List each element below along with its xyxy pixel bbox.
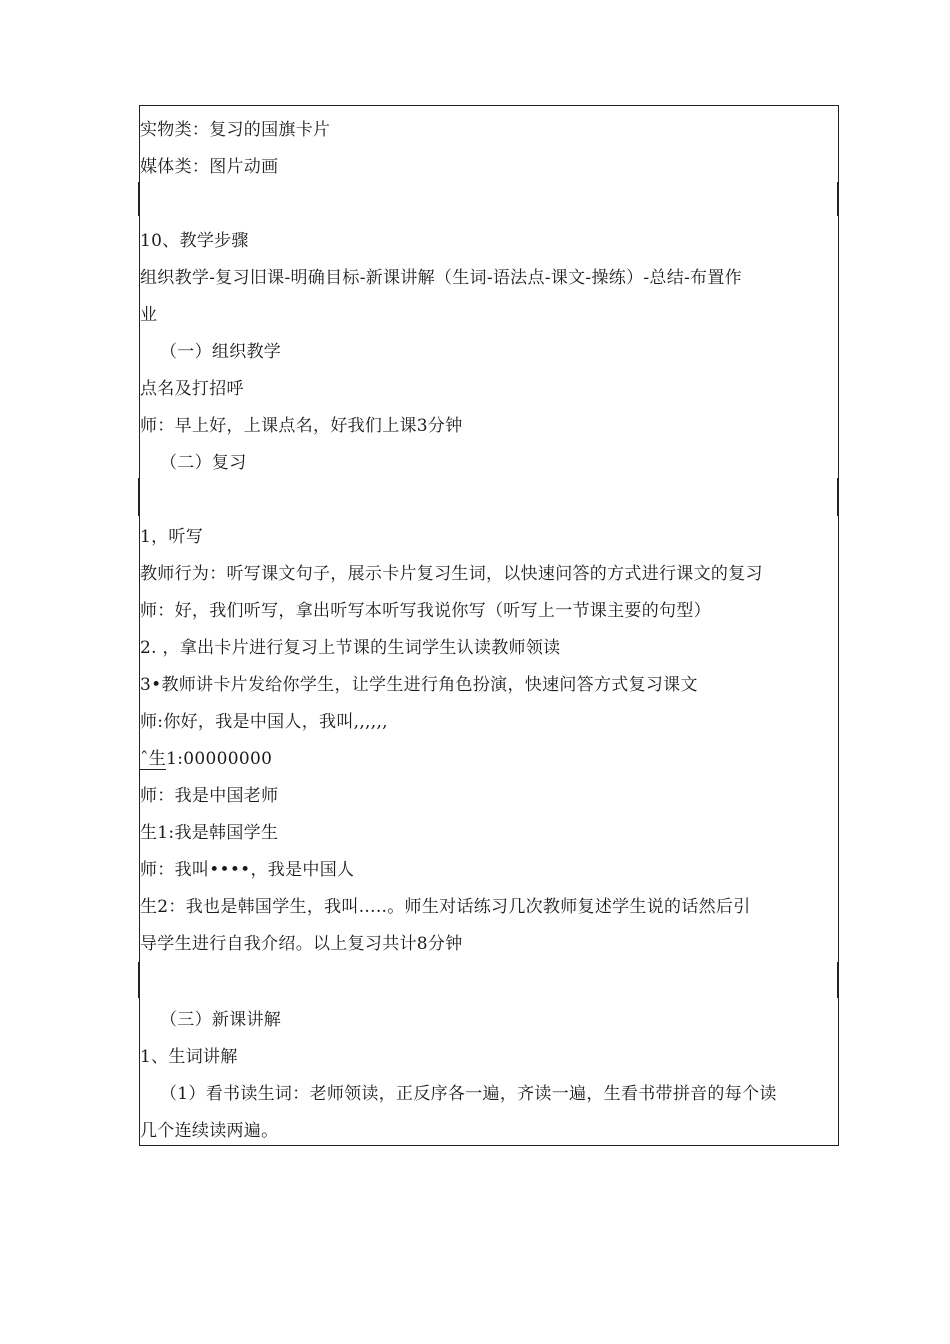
student-label-underlined: ˆ生: [140, 749, 167, 769]
section-heading-teaching-steps: 10、教学步骤: [140, 231, 249, 251]
border-tick-left-3: [138, 962, 140, 998]
text-line-steps-overview-cont: 业: [140, 305, 158, 325]
border-tick-left-2: [138, 478, 140, 516]
text-line-cards-review: 2. ，拿出卡片进行复习上节课的生词学生认读教师领读: [140, 638, 561, 658]
text-line-teacher-greeting: 师：早上好，上课点名，好我们上课3分钟: [140, 416, 463, 436]
subheading-organize-teaching: （一）组织教学: [160, 342, 282, 362]
border-tick-right-2: [837, 478, 839, 516]
text-line-self-intro: 导学生进行自我介绍。以上复习共计8分钟: [140, 934, 463, 954]
text-line-dialogue-student-2: 生2：我也是韩国学生，我叫.....。师生对话练习几次教师复述学生说的话然后引: [140, 897, 751, 917]
text-line-role-play: 3•教师讲卡片发给你学生，让学生进行角色扮演，快速问答方式复习课文: [140, 675, 698, 695]
text-line-read-vocab: （1）看书读生词：老师领读，正反序各一遍，齐读一遍，生看书带拼音的每个读: [160, 1084, 777, 1104]
text-line-dialogue-student-1b: 生1:我是韩国学生: [140, 823, 279, 843]
text-line-steps-overview: 组织教学-复习旧课-明确目标-新课讲解（生词-语法点-课文-操练）-总结-布置作: [140, 268, 742, 288]
subheading-review: （二）复习: [160, 453, 247, 473]
text-line-dialogue-teacher-1: 师:你好，我是中国人，我叫,,,,,,: [140, 712, 388, 732]
text-line-teacher-dictation: 师：好，我们听写，拿出听写本听写我说你写（听写上一节课主要的句型）: [140, 601, 711, 621]
text-line-media: 媒体类：图片动画: [140, 157, 279, 177]
text-line-dictation: 1，听写: [140, 527, 204, 547]
text-line-dialogue-student-1a: [140, 748, 272, 770]
border-tick-right-1: [837, 182, 839, 216]
text-line-materials: 实物类：复习的国旗卡片: [140, 120, 331, 140]
text-line-teacher-behavior: 教师行为：听写课文句子，展示卡片复习生词，以快速问答的方式进行课文的复习: [140, 564, 763, 584]
student-line-value: 1:00000000: [166, 749, 273, 769]
text-line-vocab-explain: 1、生词讲解: [140, 1047, 238, 1067]
lesson-plan-table-cell: [139, 105, 839, 1146]
subheading-new-lesson: （三）新课讲解: [160, 1010, 282, 1030]
text-line-roll-call: 点名及打招呼: [140, 379, 244, 399]
border-tick-right-3: [837, 962, 839, 998]
text-line-dialogue-teacher-3: 师：我叫••••，我是中国人: [140, 860, 355, 880]
text-line-dialogue-teacher-2: 师：我是中国老师: [140, 786, 279, 806]
border-tick-left-1: [138, 182, 140, 216]
text-line-read-vocab-cont: 几个连续读两遍。: [140, 1121, 279, 1141]
